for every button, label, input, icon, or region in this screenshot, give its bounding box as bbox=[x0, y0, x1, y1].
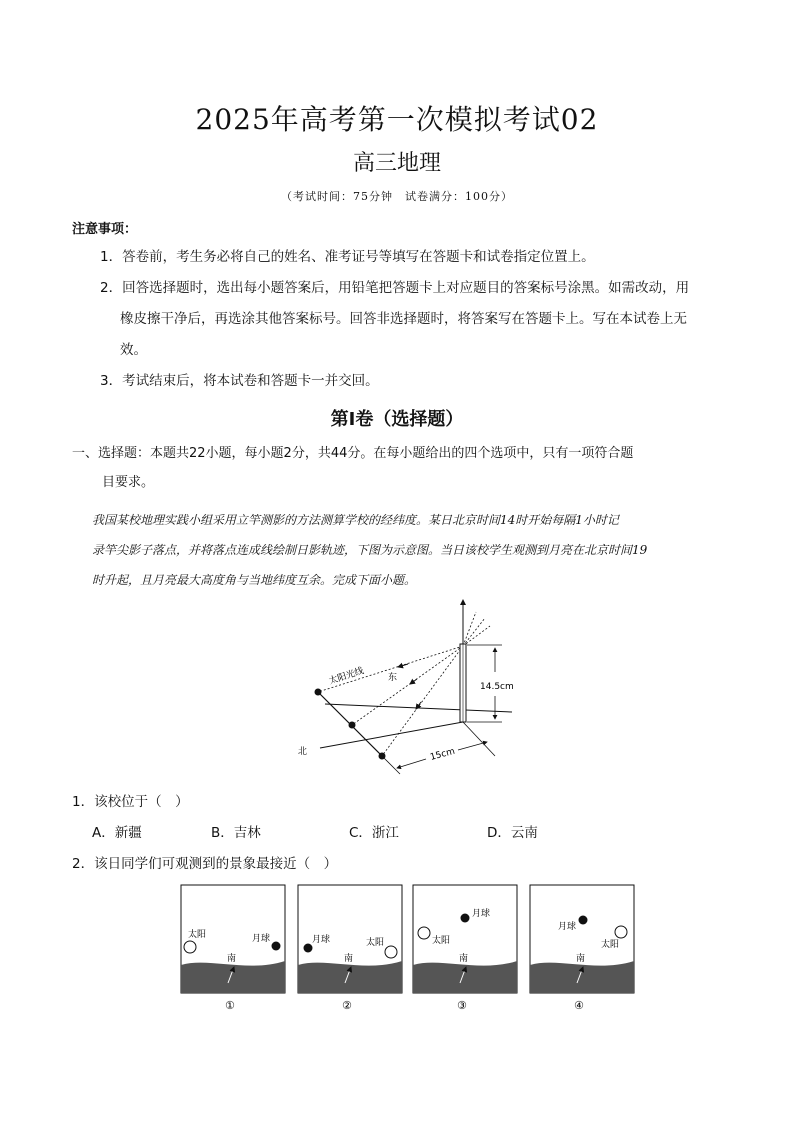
sun-icon bbox=[184, 941, 196, 953]
panel-2 bbox=[298, 885, 402, 1012]
question-2-stem: 2．该日同学们可观测到的景象最接近（ ） bbox=[72, 856, 338, 872]
north-label: 北 bbox=[298, 747, 308, 757]
question-1-stem: 1．该校位于（ ） bbox=[72, 794, 189, 810]
passage-line-2: 录竿尖影子落点，并将落点连成线绘制日影轨迹，下图为示意图。当日该校学生观测到月亮在北京时间19 bbox=[92, 543, 648, 557]
sky-panels bbox=[178, 883, 638, 1018]
south-label: 南 bbox=[459, 954, 469, 964]
panel-number: ④ bbox=[574, 999, 584, 1012]
panel-number: ② bbox=[342, 999, 352, 1012]
section-instruction-line-1: 一、选择题：本题共22小题，每小题2分，共44分。在每小题给出的四个选项中，只有一项符合题 bbox=[72, 446, 634, 461]
note-number: 1． bbox=[100, 249, 123, 265]
note-text: 回答选择题时，选出每小题答案后，用铅笔把答题卡上对应题目的答案标号涂黑。如需改动，用 bbox=[122, 280, 690, 296]
notes-heading: 注意事项： bbox=[72, 222, 138, 237]
section-instruction-line-2: 目要求。 bbox=[102, 475, 155, 490]
sun-ray bbox=[382, 646, 463, 756]
paper-title: 2025年高考第一次模拟考试02 bbox=[195, 103, 599, 136]
length-arrow bbox=[397, 759, 426, 768]
q1-option-b[interactable]: B．吉林 bbox=[211, 825, 261, 841]
passage-line-1: 我国某校地理实践小组采用立竿测影的方法测算学校的经纬度。某日北京时间14时开始每隔1小时记 bbox=[92, 513, 619, 527]
panel-1 bbox=[181, 885, 285, 1012]
sun-label: 太阳 bbox=[366, 938, 385, 948]
moon-label: 月球 bbox=[252, 934, 271, 944]
north-line bbox=[320, 722, 463, 748]
shadow-diagram bbox=[290, 596, 530, 776]
panel-4 bbox=[530, 885, 634, 1012]
moon-icon bbox=[272, 942, 281, 951]
note-1 bbox=[100, 242, 595, 273]
moon-label: 月球 bbox=[558, 922, 577, 932]
note-number: 3． bbox=[100, 373, 123, 389]
moon-label: 月球 bbox=[312, 935, 331, 945]
note-2-line-3: 效。 bbox=[120, 342, 147, 358]
note-3 bbox=[100, 366, 379, 397]
moon-icon bbox=[579, 916, 588, 925]
note-text: 考试结束后，将本试卷和答题卡一并交回。 bbox=[122, 373, 379, 389]
note-text: 答卷前，考生务必将自己的姓名、准考证号等填写在答题卡和试卷指定位置上。 bbox=[122, 249, 595, 265]
height-label: 14.5cm bbox=[480, 682, 514, 692]
sun-ray bbox=[318, 646, 463, 692]
section-title: 第Ⅰ卷（选择题） bbox=[330, 409, 464, 430]
q1-option-a[interactable]: A．新疆 bbox=[92, 825, 142, 841]
sun-label: 太阳 bbox=[601, 940, 620, 950]
east-label: 东 bbox=[388, 673, 398, 683]
paper-subtitle: 高三地理 bbox=[352, 151, 441, 176]
sun-ray bbox=[352, 646, 463, 725]
passage-line-3: 时升起，且月亮最大高度角与当地纬度互余。完成下面小题。 bbox=[92, 573, 417, 587]
note-2 bbox=[100, 273, 689, 304]
dim-tick bbox=[463, 722, 495, 756]
length-arrow bbox=[458, 742, 487, 750]
panel-number: ① bbox=[225, 999, 235, 1012]
panel-number: ③ bbox=[457, 999, 467, 1012]
dim-tick bbox=[382, 756, 400, 774]
sun-icon bbox=[385, 946, 397, 958]
moon-label: 月球 bbox=[472, 909, 491, 919]
note-2-line-2: 橡皮擦干净后，再选涂其他答案标号。回答非选择题时，将答案写在答题卡上。写在本试卷上无 bbox=[120, 311, 687, 327]
south-label: 南 bbox=[227, 954, 237, 964]
sun-ray-label: 太阳光线 bbox=[327, 666, 366, 687]
ray-arrow bbox=[410, 679, 417, 684]
sun-icon bbox=[615, 926, 627, 938]
south-label: 南 bbox=[576, 954, 586, 964]
sun-icon bbox=[418, 927, 430, 939]
sun-label: 太阳 bbox=[432, 936, 451, 946]
exam-time-info: （考试时间：75分钟 试卷满分：100分） bbox=[281, 190, 513, 203]
sun-ray-extension bbox=[463, 618, 485, 646]
sun-label: 太阳 bbox=[188, 930, 207, 940]
moon-icon bbox=[461, 914, 470, 923]
note-number: 2． bbox=[100, 280, 123, 296]
q1-option-d[interactable]: D．云南 bbox=[487, 825, 538, 841]
ray-arrow bbox=[398, 664, 408, 667]
q1-option-c[interactable]: C．浙江 bbox=[349, 825, 399, 841]
length-label: 15cm bbox=[429, 746, 457, 763]
panel-3 bbox=[413, 885, 517, 1012]
south-label: 南 bbox=[344, 954, 354, 964]
